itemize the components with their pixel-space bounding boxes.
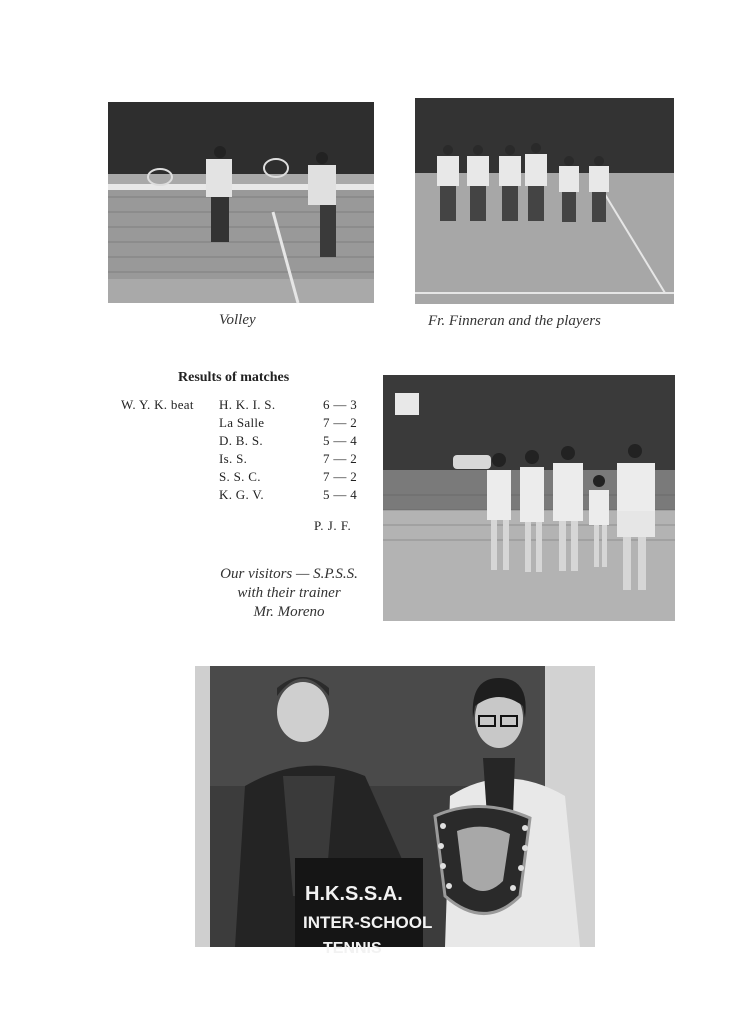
table-row <box>121 397 363 415</box>
visitors-caption <box>196 565 382 622</box>
trophy-photo <box>195 666 595 957</box>
opponent: K. G. V. <box>219 487 264 502</box>
opponent: S. S. C. <box>219 469 261 484</box>
table-row <box>121 469 363 487</box>
visitors-photo <box>383 375 675 621</box>
results-title: Results of matches <box>178 370 290 385</box>
banner-line-3: TENNIS <box>323 940 382 957</box>
banner-line-2: INTER-SCHOOL <box>303 913 433 932</box>
score: 5 — 4 <box>323 487 357 502</box>
score: 7 — 2 <box>323 415 357 430</box>
opponent: H. K. I. S. <box>219 397 276 412</box>
players-photo <box>415 98 674 304</box>
visitors-caption-line: Mr. Moreno <box>253 604 325 620</box>
table-row <box>121 415 363 433</box>
results-table <box>121 397 363 505</box>
score: 7 — 2 <box>323 469 357 484</box>
score: 5 — 4 <box>323 433 357 448</box>
score: 6 — 3 <box>323 397 357 412</box>
visitors-caption-line: Our visitors — S.P.S.S. <box>220 566 358 582</box>
opponent: D. B. S. <box>219 433 263 448</box>
volley-photo <box>108 102 374 303</box>
table-row <box>121 487 363 505</box>
signature: P. J. F. <box>314 518 352 533</box>
score: 7 — 2 <box>323 451 357 466</box>
opponent: Is. S. <box>219 451 248 466</box>
players-caption: Fr. Finneran and the players <box>428 313 601 329</box>
opponent: La Salle <box>219 415 265 430</box>
visitors-caption-line: with their trainer <box>237 585 341 601</box>
winner-label: W. Y. K. beat <box>121 397 194 412</box>
banner-line-1: H.K.S.S.A. <box>305 883 403 905</box>
table-row <box>121 433 363 451</box>
table-row <box>121 451 363 469</box>
volley-caption: Volley <box>219 312 256 328</box>
